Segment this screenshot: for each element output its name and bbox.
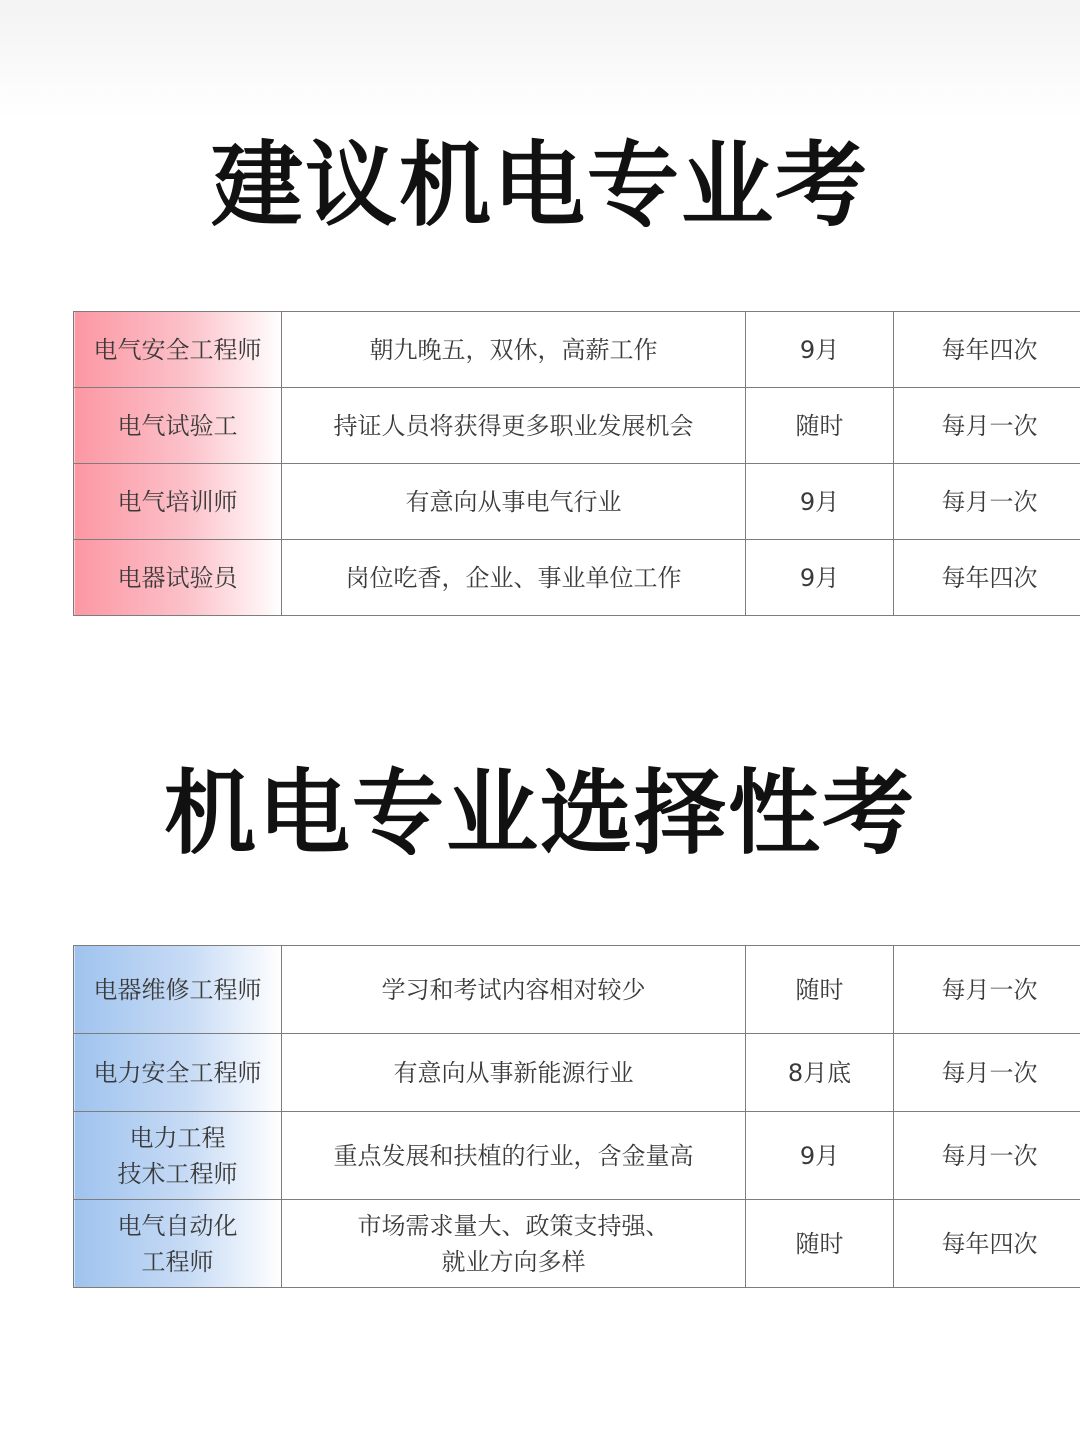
exam-time: 9月 [746, 540, 894, 616]
exam-frequency: 每月一次 [894, 1034, 1080, 1112]
certificate-name: 电器维修工程师 [74, 946, 282, 1034]
exam-frequency: 每月一次 [894, 388, 1080, 464]
certificate-name: 电气试验工 [74, 388, 282, 464]
exam-time: 9月 [746, 1112, 894, 1200]
certificate-description: 有意向从事电气行业 [282, 464, 746, 540]
certificate-name: 电器试验员 [74, 540, 282, 616]
exam-time: 9月 [746, 464, 894, 540]
exam-frequency: 每年四次 [894, 1200, 1080, 1288]
exam-frequency: 每年四次 [894, 540, 1080, 616]
exam-time: 8月底 [746, 1034, 894, 1112]
exam-frequency: 每月一次 [894, 464, 1080, 540]
exam-time: 随时 [746, 1200, 894, 1288]
exam-time: 随时 [746, 946, 894, 1034]
table-row [74, 1034, 1080, 1112]
exam-frequency: 每月一次 [894, 1112, 1080, 1200]
certificate-name: 电气培训师 [74, 464, 282, 540]
exam-time: 9月 [746, 312, 894, 388]
certificate-name: 电力安全工程师 [74, 1034, 282, 1112]
table-row [74, 312, 1080, 388]
table-row [74, 1200, 1080, 1288]
certificate-description: 重点发展和扶植的行业，含金量高 [282, 1112, 746, 1200]
table-row [74, 540, 1080, 616]
certificate-description: 有意向从事新能源行业 [282, 1034, 746, 1112]
table-row [74, 464, 1080, 540]
section-title-recommended: 建议机电专业考 [210, 132, 869, 239]
exam-frequency: 每年四次 [894, 312, 1080, 388]
certificate-name: 电气安全工程师 [74, 312, 282, 388]
exam-frequency: 每月一次 [894, 946, 1080, 1034]
table-row [74, 388, 1080, 464]
section-title-optional: 机电专业选择性考 [163, 760, 916, 867]
certificate-name: 电力工程 技术工程师 [74, 1112, 282, 1200]
certificate-description: 朝九晚五，双休，高薪工作 [282, 312, 746, 388]
certificate-description: 持证人员将获得更多职业发展机会 [282, 388, 746, 464]
exam-time: 随时 [746, 388, 894, 464]
table-row [74, 1112, 1080, 1200]
certificate-description: 学习和考试内容相对较少 [282, 946, 746, 1034]
recommended-certificates-table [73, 311, 1080, 616]
table-row [74, 946, 1080, 1034]
certificate-description: 岗位吃香，企业、事业单位工作 [282, 540, 746, 616]
certificate-description: 市场需求量大、政策支持强、 就业方向多样 [282, 1200, 746, 1288]
certificate-name: 电气自动化 工程师 [74, 1200, 282, 1288]
optional-certificates-table [73, 945, 1080, 1288]
